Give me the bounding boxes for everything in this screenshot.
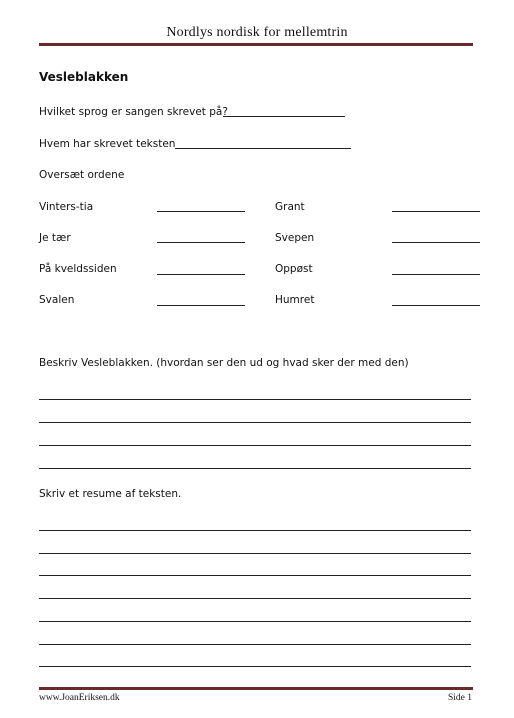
writing-line [39, 468, 471, 469]
word-answer-line [157, 242, 245, 243]
answer-line-author [175, 148, 351, 149]
writing-line [39, 553, 471, 554]
translate-heading: Oversæt ordene [39, 169, 125, 181]
writing-line [39, 644, 471, 645]
word-right: Humret [275, 294, 315, 306]
writing-line [39, 666, 471, 667]
header-rule [39, 43, 473, 46]
word-left: På kveldssiden [39, 263, 117, 275]
writing-line [39, 445, 471, 446]
footer-website: www.JoanEriksen.dk [39, 693, 120, 703]
summary-prompt: Skriv et resume af teksten. [39, 488, 182, 500]
writing-line [39, 598, 471, 599]
question-author: Hvem har skrevet teksten [39, 138, 176, 150]
word-answer-line [392, 305, 480, 306]
word-right: Oppøst [275, 263, 313, 275]
word-answer-line [392, 274, 480, 275]
writing-line [39, 399, 471, 400]
word-answer-line [392, 242, 480, 243]
writing-line [39, 530, 471, 531]
word-answer-line [157, 305, 245, 306]
word-left: Je tær [39, 232, 71, 244]
writing-line [39, 621, 471, 622]
writing-line [39, 575, 471, 576]
footer-rule [39, 687, 473, 690]
word-left: Svalen [39, 294, 75, 306]
word-answer-line [157, 274, 245, 275]
worksheet-title: Vesleblakken [39, 70, 129, 84]
word-answer-line [157, 211, 245, 212]
word-right: Svepen [275, 232, 315, 244]
question-language: Hvilket sprog er sangen skrevet på? [39, 106, 228, 118]
page-header-title: Nordlys nordisk for mellemtrin [166, 25, 348, 40]
word-right: Grant [275, 201, 305, 213]
word-answer-line [392, 211, 480, 212]
writing-line [39, 422, 471, 423]
answer-line-language [223, 116, 345, 117]
describe-prompt: Beskriv Vesleblakken. (hvordan ser den ud og hvad sker der med den) [39, 357, 409, 369]
word-left: Vinters-tia [39, 201, 94, 213]
footer-page-number: Side 1 [447, 693, 472, 703]
